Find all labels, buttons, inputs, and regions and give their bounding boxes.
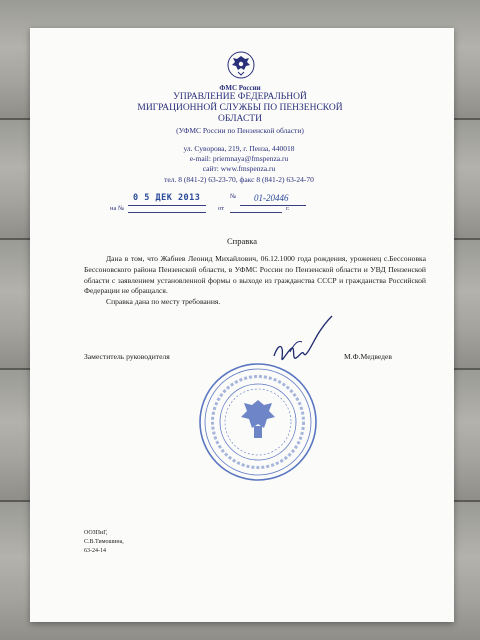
double-headed-eagle-emblem-icon bbox=[226, 50, 256, 80]
agency-short-name: ФМС России bbox=[219, 84, 261, 92]
ref-number-underline bbox=[128, 205, 206, 213]
registration-block bbox=[110, 193, 360, 215]
department-name-line-2: МИГРАЦИОННОЙ СЛУЖБЫ ПО ПЕНЗЕНСКОЙ bbox=[137, 103, 343, 113]
ref-year-label: г. bbox=[286, 205, 290, 212]
phone-fax: тел. 8 (841-2) 63-23-70, факс 8 (841-2) 63-24-70 bbox=[164, 175, 314, 184]
round-official-seal-icon bbox=[196, 360, 320, 484]
ref-from-label: от bbox=[218, 205, 225, 212]
footer-department: ООЗПиГ, bbox=[84, 530, 108, 536]
signatory-role: Заместитель руководителя bbox=[84, 352, 170, 361]
signatory-name: М.Ф.Медведев bbox=[344, 352, 392, 361]
document-sheet bbox=[30, 28, 454, 622]
ref-date-underline bbox=[230, 205, 282, 213]
footer-executor: С.В.Тимошина, bbox=[84, 539, 124, 545]
document-title: Справка bbox=[226, 236, 258, 246]
email-address: e-mail: priemnaya@fmspenza.ru bbox=[189, 154, 289, 163]
body-paragraph-1: Дана в том, что Жабнев Леонид Михайлович, 06.12.1000 года рождения, уроженец с.Бессоновка Бессоновского района Пензенской области, в УФМС России по Пензенской области и УВД Пензенской области с заявлением установленной формы о выходе из гражданства СССР и гражданства Российской Федерации не обращался. bbox=[84, 254, 426, 296]
body-paragraph-2: Справка дана по месту требования. bbox=[106, 297, 221, 307]
handwritten-number: 01-20446 bbox=[254, 193, 289, 203]
document-body bbox=[84, 254, 426, 308]
ref-number-label: на № bbox=[110, 205, 125, 212]
handwritten-signature-icon bbox=[268, 314, 348, 374]
footer-phone: 63-24-14 bbox=[84, 548, 106, 554]
department-abbreviation: (УФМС России по Пензенской области) bbox=[176, 126, 304, 135]
stamped-date: 0 5 ДЕК 2013 bbox=[133, 193, 201, 203]
website-address: сайт: www.fmspenza.ru bbox=[202, 164, 276, 173]
postal-address: ул. Суворова, 219, г. Пенза, 440018 bbox=[183, 144, 295, 153]
department-name-line-1: УПРАВЛЕНИЕ ФЕДЕРАЛЬНОЙ bbox=[173, 92, 307, 102]
number-label: № bbox=[230, 193, 237, 200]
department-name-line-3: ОБЛАСТИ bbox=[218, 114, 262, 124]
